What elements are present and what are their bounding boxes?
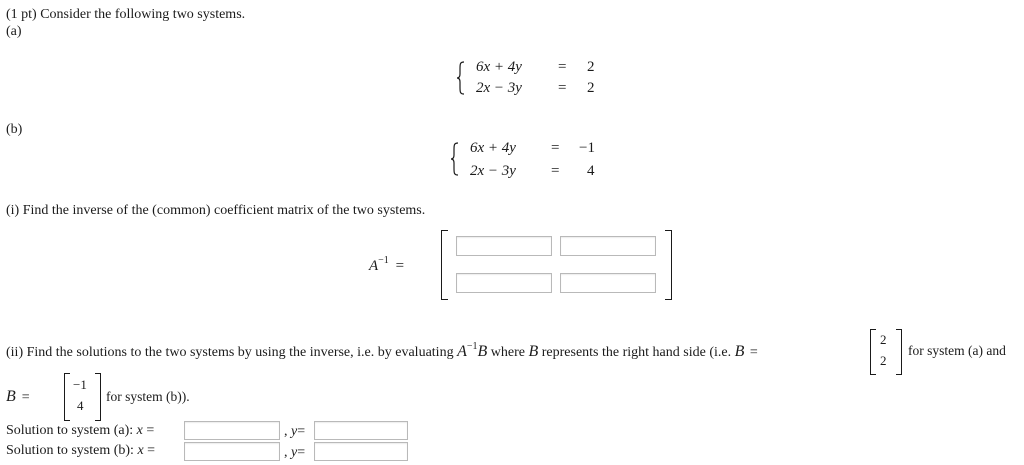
solution-a-x-var: x xyxy=(136,423,143,438)
problem-intro: (1 pt) Consider the following two systems. xyxy=(6,7,246,22)
solution-b-label: Solution to system (b): xyxy=(6,443,138,458)
part-ii-b-label xyxy=(6,389,30,405)
left-brace-icon xyxy=(456,61,465,95)
vector-b-entry-1: −1 xyxy=(73,377,87,392)
inverse-entry-r2c2-input[interactable] xyxy=(560,273,656,293)
system-b-row-1-eq: = xyxy=(551,140,560,156)
solution-b-y-input[interactable] xyxy=(314,442,408,461)
solution-b-y-label xyxy=(284,446,305,460)
system-b-row-2-rhs: 4 xyxy=(587,163,595,179)
vector-a-entry-1: 2 xyxy=(880,332,887,347)
system-b-row-1-lhs: 6x + 4y xyxy=(470,140,516,156)
part-ii-var-a: A xyxy=(457,343,467,360)
matrix-equals: = xyxy=(395,258,405,274)
vector-a-right-bracket xyxy=(896,329,902,375)
part-b-label: (b) xyxy=(6,122,23,137)
solution-a-y-input[interactable] xyxy=(314,421,408,440)
solution-a-y-var: y xyxy=(291,424,298,439)
system-a-row-1-rhs: 2 xyxy=(587,59,595,75)
part-i-question: (i) Find the inverse of the (common) coefficient matrix of the two systems. xyxy=(6,203,426,218)
solution-b-y-equals: = xyxy=(297,445,306,460)
system-b-row-2-eq: = xyxy=(551,163,560,179)
system-a-row-1-eq: = xyxy=(558,59,567,75)
solution-a-x-equals: = xyxy=(146,423,155,438)
vector-b-entry-2: 4 xyxy=(77,398,84,413)
matrix-left-bracket xyxy=(441,230,448,300)
part-ii-var-b-2: B xyxy=(528,343,539,360)
part-ii-text-5: for system (b)). xyxy=(106,389,190,404)
solution-a-label: Solution to system (a): xyxy=(6,423,137,438)
solution-b-x-var: x xyxy=(137,443,144,458)
system-a-row-2-rhs: 2 xyxy=(587,80,595,96)
solution-a-y-label xyxy=(284,425,305,439)
solution-a-comma: , xyxy=(284,424,288,439)
part-ii-equals-2: = xyxy=(21,390,30,405)
solution-b-x-input[interactable] xyxy=(184,442,280,461)
solution-a-row xyxy=(6,424,154,438)
part-ii-question xyxy=(6,341,758,360)
matrix-right-bracket xyxy=(665,230,672,300)
system-a-row-2-lhs: 2x − 3y xyxy=(476,80,522,96)
inverse-entry-r1c2-input[interactable] xyxy=(560,236,656,256)
part-ii-exp: −1 xyxy=(466,341,478,353)
inverse-entry-r2c1-input[interactable] xyxy=(456,273,552,293)
system-b-row-2-lhs: 2x − 3y xyxy=(470,163,516,179)
part-ii-equals: = xyxy=(749,345,758,360)
part-ii-var-b-3: B xyxy=(734,343,745,360)
part-ii-var-b-4: B xyxy=(6,388,16,405)
solution-b-comma: , xyxy=(284,445,288,460)
system-a-row-1-lhs: 6x + 4y xyxy=(476,59,522,75)
solution-a-x-input[interactable] xyxy=(184,421,280,440)
solution-b-x-equals: = xyxy=(147,443,156,458)
left-brace-icon xyxy=(450,142,459,176)
solution-b-y-var: y xyxy=(291,445,298,460)
matrix-var-a: A xyxy=(369,258,379,274)
solution-b-row xyxy=(6,444,155,458)
part-a-label: (a) xyxy=(6,24,22,39)
part-ii-text-1: (ii) Find the solutions to the two systems by using the inverse, i.e. by evaluating xyxy=(6,345,458,360)
part-ii-text-3: represents the right hand side (i.e. xyxy=(538,345,735,360)
part-ii-var-b: B xyxy=(477,343,488,360)
system-a-row-2-eq: = xyxy=(558,80,567,96)
inverse-matrix-label xyxy=(369,255,405,274)
system-b-row-1-rhs: −1 xyxy=(579,140,595,156)
vector-a-left-bracket xyxy=(870,329,876,375)
vector-b-left-bracket xyxy=(64,373,70,421)
matrix-exponent: −1 xyxy=(378,255,389,266)
part-ii-text-4: for system (a) and xyxy=(908,343,1006,358)
part-ii-text-2: where xyxy=(487,345,529,360)
solution-a-y-equals: = xyxy=(297,424,306,439)
vector-b-right-bracket xyxy=(95,373,101,421)
vector-a-entry-2: 2 xyxy=(880,353,887,368)
inverse-entry-r1c1-input[interactable] xyxy=(456,236,552,256)
